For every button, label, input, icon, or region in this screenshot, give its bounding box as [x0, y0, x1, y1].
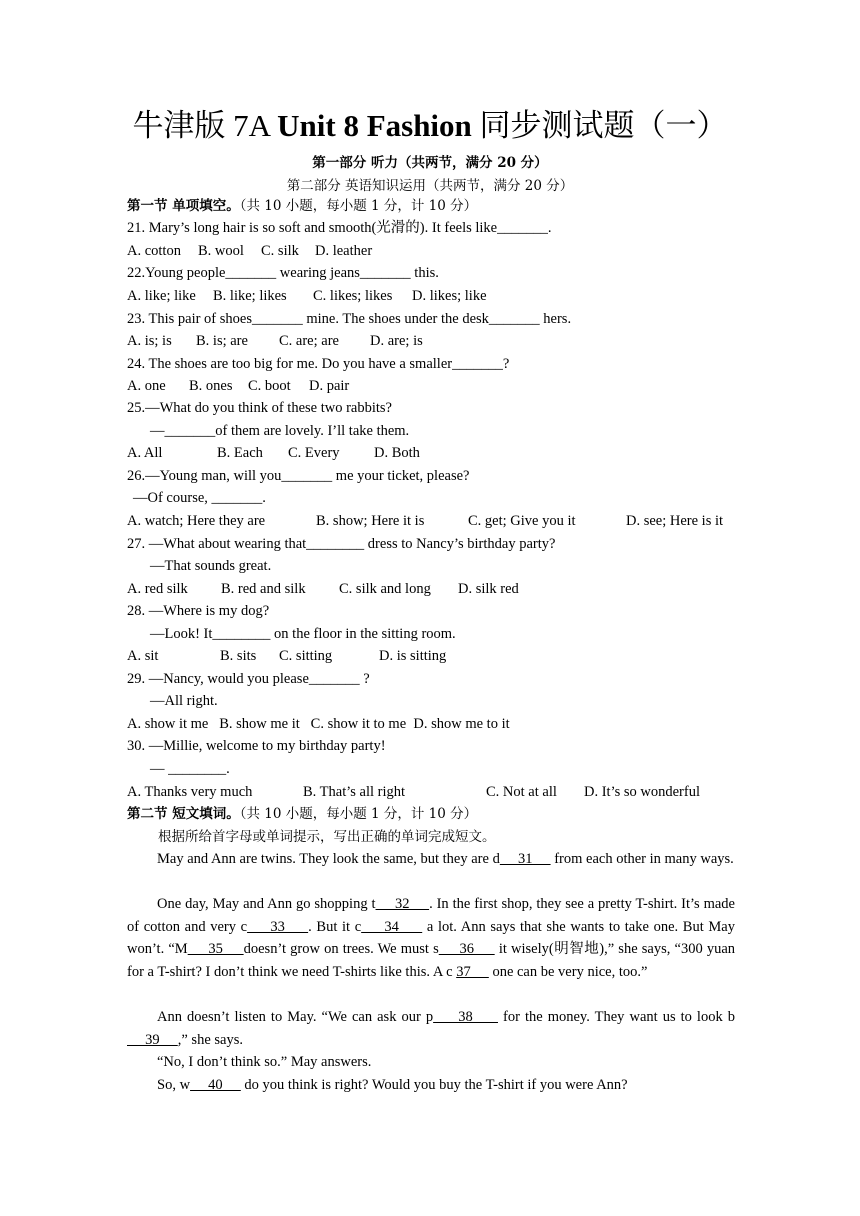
part1-heading: 第一部分 听力（共两节，满分 20 分）: [312, 155, 548, 171]
passage-paragraph-1: [127, 848, 735, 871]
q21-option-a: A. cotton: [127, 243, 181, 259]
q24-option-a: A. one: [127, 378, 166, 394]
passage-text: One day, May and Ann go shopping t: [157, 896, 376, 912]
question-29-stem: 29. —Nancy, would you please_______ ?: [127, 671, 370, 687]
passage-text: Ann doesn’t listen to May. “We can ask our p: [157, 1009, 434, 1025]
question-23-stem: 23. This pair of shoes_______ mine. The shoes under the desk_______ hers.: [127, 311, 572, 327]
q21-option-d: D. leather: [315, 243, 373, 259]
passage-text: . In the first shop, they see a pretty T-shirt. It’s made of cotton and very c: [127, 896, 735, 935]
passage-paragraph-5: [127, 1074, 735, 1097]
q26-option-d: D. see; Here is it: [626, 513, 724, 529]
question-28-stem: 28. —Where is my dog?: [127, 603, 270, 619]
passage-text: one can be very nice, too.”: [488, 963, 648, 980]
q21-option-b: B. wool: [198, 243, 244, 259]
q22-option-a: A. like; like: [127, 288, 196, 304]
section1-heading: [127, 196, 477, 216]
question-26-stem: 26.—Young man, will you_______ me your ticket, please?: [127, 468, 470, 484]
blank-31: 31: [499, 851, 551, 867]
title-cn-prefix: 牛津版 7A: [132, 108, 278, 143]
q23-option-a: A. is; is: [127, 333, 172, 349]
blank-36: 36: [438, 941, 495, 958]
q27-option-d: D. silk red: [458, 581, 519, 597]
q23-option-b: B. is; are: [196, 333, 248, 349]
q24-option-b: B. ones: [189, 378, 233, 394]
question-26-reply: —Of course, _______.: [133, 490, 266, 506]
section1-label: 第一节 单项填空。: [127, 198, 240, 214]
section2-note: （共 10 小题，每小题 1 分，计 10 分）: [239, 806, 478, 822]
section2-label: 第二节 短文填词。: [127, 806, 240, 822]
passage-text: doesn’t grow on trees. We must s: [243, 941, 439, 958]
passage-text: from each other in many ways.: [550, 851, 734, 867]
q22-option-d: D. likes; like: [412, 288, 487, 304]
section1-note: （共 10 小题，每小题 1 分，计 10 分）: [239, 198, 478, 214]
q28-option-a: A. sit: [127, 648, 159, 664]
q23-option-d: D. are; is: [370, 333, 423, 349]
q28-option-c: C. sitting: [279, 648, 333, 664]
blank-38: 38: [433, 1009, 498, 1025]
part2-heading: 第二部分 英语知识运用（共两节，满分 20 分）: [286, 178, 574, 194]
section2-instruction: 根据所给首字母或单词提示，写出正确的单词完成短文。: [158, 829, 496, 845]
passage-paragraph-4: “No, I don’t think so.” May answers.: [157, 1054, 372, 1070]
question-22-stem: 22.Young people_______ wearing jeans_______ this.: [127, 265, 439, 281]
q26-option-b: B. show; Here it is: [316, 513, 425, 529]
question-28-reply: —Look! It________ on the floor in the sitting room.: [150, 626, 456, 642]
question-29-reply: —All right.: [150, 693, 218, 709]
q27-option-a: A. red silk: [127, 581, 188, 597]
q30-option-b: B. That’s all right: [303, 784, 406, 800]
q30-option-d: D. It’s so wonderful: [584, 784, 700, 800]
passage-text: May and Ann are twins. They look the same, but they are d: [157, 851, 500, 867]
passage-text: for the money. They want us to look b: [497, 1009, 736, 1025]
question-24-stem: 24. The shoes are too big for me. Do you have a smaller_______?: [127, 356, 510, 372]
q25-option-b: B. Each: [217, 445, 263, 461]
blank-33: 33: [247, 918, 309, 935]
passage-paragraph-2: [127, 893, 735, 983]
q27-option-b: B. red and silk: [221, 581, 306, 597]
q26-option-c: C. get; Give you it: [468, 513, 576, 529]
passage-text: ,” she says.: [177, 1031, 243, 1048]
blank-39: 39: [127, 1031, 178, 1048]
question-25-reply: —_______of them are lovely. I’ll take them.: [150, 423, 410, 439]
question-30-reply: — ________.: [150, 761, 230, 777]
q28-option-d: D. is sitting: [379, 648, 447, 664]
question-30-stem: 30. —Millie, welcome to my birthday party!: [127, 738, 386, 754]
q23-option-c: C. are; are: [279, 333, 339, 349]
q29-options: A. show it me B. show me it C. show it to me D. show me to it: [127, 716, 510, 732]
blank-34: 34: [361, 918, 423, 935]
passage-text: do you think is right? Would you buy the T-shirt if you were Ann?: [240, 1077, 628, 1093]
title-cn-suffix: 同步测试题（一）: [479, 108, 728, 143]
q21-option-c: C. silk: [261, 243, 299, 259]
q30-option-c: C. Not at all: [486, 784, 557, 800]
passage-text: So, w: [157, 1077, 191, 1093]
passage-text: a lot. Ann says that she wants to take one. But May won’t. “M: [127, 918, 735, 958]
passage-paragraph-3: [127, 1006, 735, 1051]
q25-option-d: D. Both: [374, 445, 420, 461]
q26-option-a: A. watch; Here they are: [127, 513, 266, 529]
page-title: [0, 104, 860, 148]
section2-heading: [127, 804, 477, 824]
question-27-reply: —That sounds great.: [150, 558, 272, 574]
blank-32: 32: [375, 896, 430, 912]
q25-option-c: C. Every: [288, 445, 340, 461]
blank-37: 37: [456, 963, 489, 980]
question-21-stem: 21. Mary’s long hair is so soft and smooth(光滑的). It feels like_______.: [127, 220, 552, 236]
passage-text: . But it c: [308, 918, 362, 935]
q22-option-b: B. like; likes: [213, 288, 287, 304]
question-27-stem: 27. —What about wearing that________ dress to Nancy’s birthday party?: [127, 536, 556, 552]
q27-option-c: C. silk and long: [339, 581, 431, 597]
blank-40: 40: [190, 1077, 241, 1093]
q25-option-a: A. All: [127, 445, 163, 461]
q30-option-a: A. Thanks very much: [127, 784, 253, 800]
q22-option-c: C. likes; likes: [313, 288, 393, 304]
q28-option-b: B. sits: [220, 648, 257, 664]
blank-35: 35: [187, 941, 244, 958]
q24-option-d: D. pair: [309, 378, 350, 394]
title-unit: Unit 8 Fashion: [277, 108, 480, 143]
question-25-stem: 25.—What do you think of these two rabbits?: [127, 400, 392, 416]
q24-option-c: C. boot: [248, 378, 291, 394]
passage-text: it wisely(明智地),” she says, “300 yuan for a T-shirt? I don’t think we need T-shirts like this. A c: [127, 941, 736, 980]
